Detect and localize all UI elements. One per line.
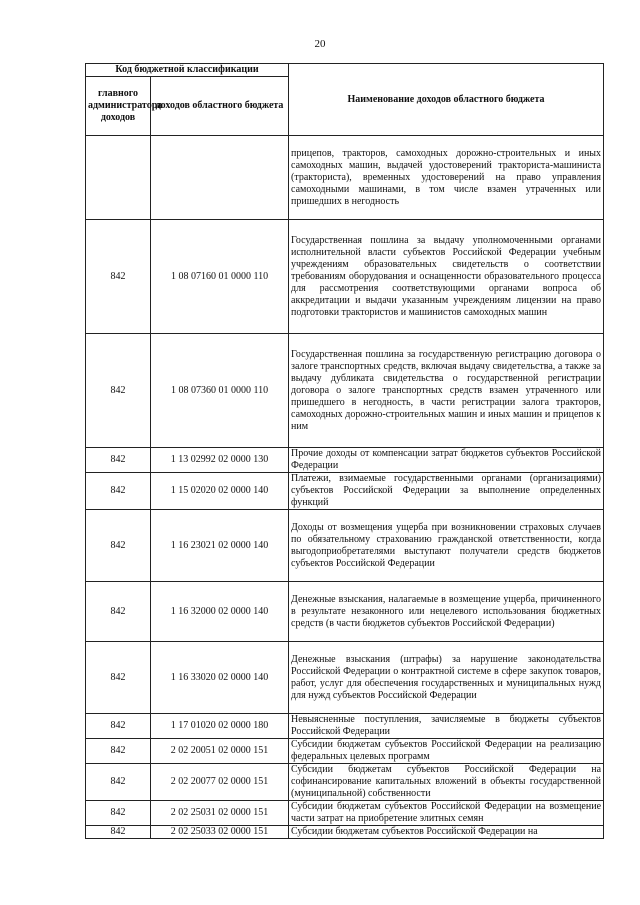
income-code-cell: 2 02 20077 02 0000 151 xyxy=(151,764,289,801)
header-income-name: Наименование доходов областного бюджета xyxy=(289,64,604,136)
income-name-cell: Платежи, взимаемые государственными органами (организациями) субъектов Российской Федерации за выполнение определенных функций xyxy=(289,473,604,510)
admin-code-cell: 842 xyxy=(86,334,151,448)
income-name-cell: Невыясненные поступления, зачисляемые в бюджеты субъектов Российской Федерации xyxy=(289,714,604,739)
budget-classification-table xyxy=(85,63,604,839)
income-name-cell: прицепов, тракторов, самоходных дорожно-строительных и иных самоходных машин, выдачей удостоверений тракториста-машиниста (тракториста), временных удостоверений на право управления самоходными машинами, в том числе взамен утраченных или пришедших в негодность xyxy=(289,136,604,220)
table-row xyxy=(86,473,604,510)
admin-code-cell: 842 xyxy=(86,801,151,826)
admin-code-cell: 842 xyxy=(86,510,151,582)
income-code-cell: 1 16 23021 02 0000 140 xyxy=(151,510,289,582)
table-row xyxy=(86,510,604,582)
table-row xyxy=(86,642,604,714)
income-code-cell: 2 02 25033 02 0000 151 xyxy=(151,826,289,839)
income-name-cell: Субсидии бюджетам субъектов Российской Федерации на софинансирование капитальных вложений в объекты государственной (муниципальной) собственности xyxy=(289,764,604,801)
table-row xyxy=(86,801,604,826)
income-name-cell: Доходы от возмещения ущерба при возникновении страховых случаев по обязательному страхованию гражданской ответственности, когда выгодоприобретателями выступают получатели средств бюджетов субъектов Российской Федерации xyxy=(289,510,604,582)
admin-code-cell: 842 xyxy=(86,714,151,739)
table-row xyxy=(86,826,604,839)
table-row xyxy=(86,582,604,642)
table-row xyxy=(86,714,604,739)
income-code-cell: 2 02 25031 02 0000 151 xyxy=(151,801,289,826)
income-code-cell: 1 08 07160 01 0000 110 xyxy=(151,220,289,334)
admin-code-cell: 842 xyxy=(86,220,151,334)
income-name-cell: Денежные взыскания, налагаемые в возмещение ущерба, причиненного в результате незаконного или нецелевого использования бюджетных средств (в части бюджетов субъектов Российской Федерации) xyxy=(289,582,604,642)
income-code-cell: 1 17 01020 02 0000 180 xyxy=(151,714,289,739)
income-name-cell: Прочие доходы от компенсации затрат бюджетов субъектов Российской Федерации xyxy=(289,448,604,473)
header-main-administrator: главного администратора доходов xyxy=(86,77,151,136)
table-row xyxy=(86,739,604,764)
page-number: 20 xyxy=(314,38,326,50)
admin-code-cell xyxy=(86,136,151,220)
admin-code-cell: 842 xyxy=(86,473,151,510)
income-name-cell: Субсидии бюджетам субъектов Российской Федерации на реализацию федеральных целевых программ xyxy=(289,739,604,764)
income-code-cell: 1 16 32000 02 0000 140 xyxy=(151,582,289,642)
table-row xyxy=(86,334,604,448)
header-budget-classification-code: Код бюджетной классификации xyxy=(86,64,289,77)
income-code-cell: 1 16 33020 02 0000 140 xyxy=(151,642,289,714)
admin-code-cell: 842 xyxy=(86,642,151,714)
header-regional-budget-income: доходов областного бюджета xyxy=(151,77,289,136)
income-name-cell: Субсидии бюджетам субъектов Российской Федерации на xyxy=(289,826,604,839)
table-row xyxy=(86,448,604,473)
table-row xyxy=(86,764,604,801)
income-code-cell: 2 02 20051 02 0000 151 xyxy=(151,739,289,764)
table-row xyxy=(86,220,604,334)
income-name-cell: Государственная пошлина за государственную регистрацию договора о залоге транспортных средств, включая выдачу свидетельства, а также за выдачу дубликата свидетельства о государственной регистрации договора о залоге транспортных средств взамен утраченного или пришедшего в негодность, в части регистрации залога тракторов, самоходных дорожно-строительных машин и иных машин и прицепов к ним xyxy=(289,334,604,448)
income-code-cell: 1 08 07360 01 0000 110 xyxy=(151,334,289,448)
admin-code-cell: 842 xyxy=(86,739,151,764)
table-header-row xyxy=(86,64,604,77)
admin-code-cell: 842 xyxy=(86,826,151,839)
income-code-cell xyxy=(151,136,289,220)
income-code-cell: 1 15 02020 02 0000 140 xyxy=(151,473,289,510)
admin-code-cell: 842 xyxy=(86,764,151,801)
admin-code-cell: 842 xyxy=(86,448,151,473)
income-name-cell: Денежные взыскания (штрафы) за нарушение законодательства Российской Федерации о контрактной системе в сфере закупок товаров, работ, услуг для обеспечения государственных и муниципальных нужд для нужд субъектов Российской Федерации xyxy=(289,642,604,714)
income-name-cell: Государственная пошлина за выдачу уполномоченными органами исполнительной власти субъектов Российской Федерации учебным учреждениям образовательных свидетельств о соответствии требованиям оборудования и оснащенности образовательного процесса для рассмотрения соответствующими органами вопроса об аккредитации и выдачи указанным учреждениям лицензии на право подготовки трактористов и машинистов самоходных машин xyxy=(289,220,604,334)
income-code-cell: 1 13 02992 02 0000 130 xyxy=(151,448,289,473)
table-row xyxy=(86,136,604,220)
income-name-cell: Субсидии бюджетам субъектов Российской Федерации на возмещение части затрат на приобретение элитных семян xyxy=(289,801,604,826)
admin-code-cell: 842 xyxy=(86,582,151,642)
